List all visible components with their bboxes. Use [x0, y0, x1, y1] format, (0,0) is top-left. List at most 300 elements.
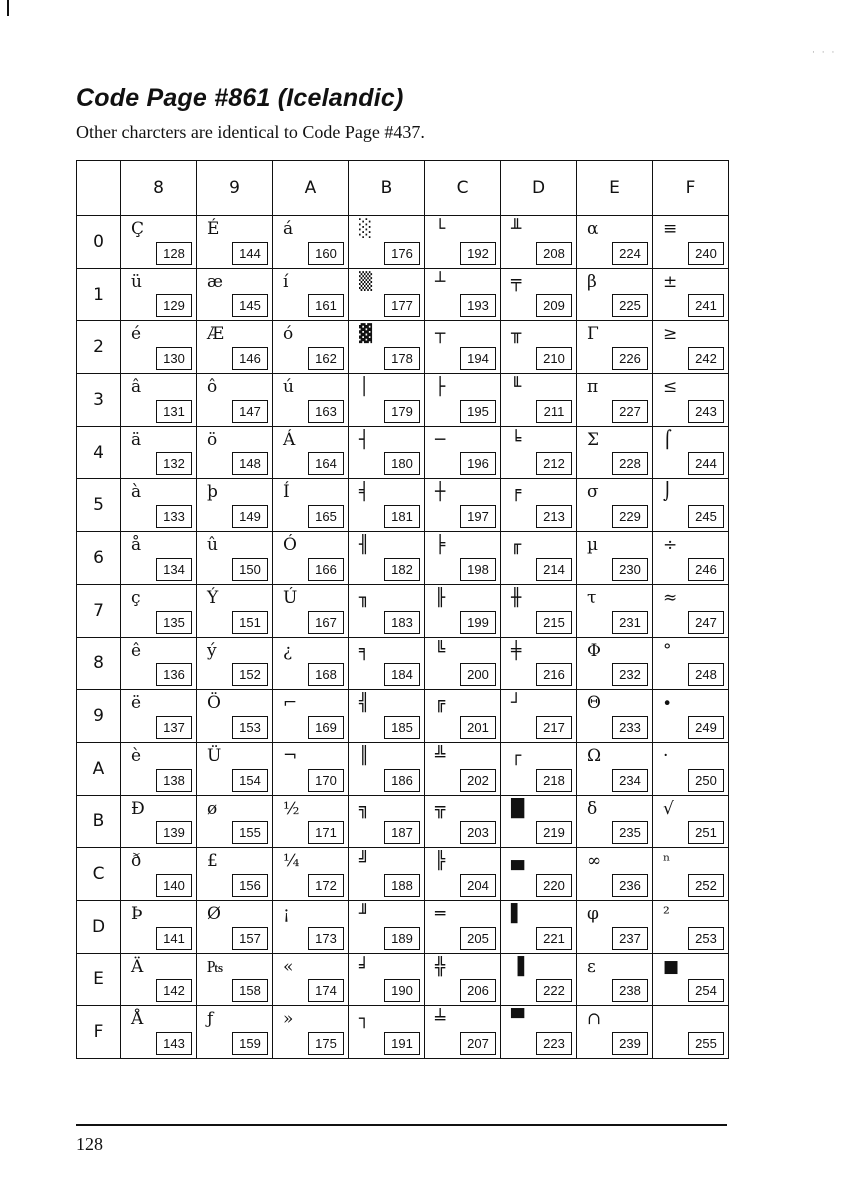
char-code-box: 206 — [460, 979, 496, 1002]
char-glyph: ╦ — [435, 798, 446, 819]
char-cell — [577, 321, 653, 374]
char-code-box: 169 — [308, 716, 344, 739]
char-cell — [349, 900, 425, 953]
char-glyph: Ð — [131, 798, 145, 819]
char-cell — [425, 1006, 501, 1059]
char-glyph: æ — [207, 271, 223, 292]
char-cell — [273, 268, 349, 321]
char-code-box: 188 — [384, 874, 420, 897]
char-cell — [653, 216, 729, 269]
char-code-box: 214 — [536, 558, 572, 581]
char-cell — [501, 1006, 577, 1059]
column-header: F — [653, 161, 729, 216]
char-glyph: ┼ — [435, 482, 446, 503]
char-code-box: 151 — [232, 611, 268, 634]
char-glyph: ¬ — [283, 745, 298, 766]
char-glyph: ° — [663, 640, 672, 661]
char-glyph: ╜ — [359, 903, 370, 924]
char-glyph: þ — [207, 482, 218, 503]
char-code-box: 208 — [536, 242, 572, 265]
scan-speck: · · · — [812, 48, 837, 58]
char-glyph: ┐ — [359, 1009, 370, 1030]
char-code-box: 232 — [612, 663, 648, 686]
char-cell — [653, 742, 729, 795]
char-glyph: Ö — [207, 693, 221, 714]
char-code-box: 240 — [688, 242, 724, 265]
char-glyph: è — [131, 745, 142, 766]
char-glyph: ╒ — [511, 482, 522, 503]
char-code-box: 224 — [612, 242, 648, 265]
char-code-box: 131 — [156, 400, 192, 423]
char-glyph: ▌ — [511, 903, 525, 924]
char-glyph: ¼ — [283, 851, 300, 872]
char-glyph: ▐ — [511, 956, 525, 977]
char-code-box: 254 — [688, 979, 724, 1002]
char-cell — [653, 1006, 729, 1059]
char-cell — [577, 532, 653, 585]
char-glyph: Ó — [283, 535, 297, 556]
table-row — [77, 268, 729, 321]
char-cell — [501, 953, 577, 1006]
char-cell — [349, 479, 425, 532]
char-code-box: 133 — [156, 505, 192, 528]
char-code-box: 156 — [232, 874, 268, 897]
char-code-box: 242 — [688, 347, 724, 370]
char-code-box: 171 — [308, 821, 344, 844]
char-cell — [273, 795, 349, 848]
char-code-box: 248 — [688, 663, 724, 686]
char-code-box: 173 — [308, 927, 344, 950]
char-code-box: 153 — [232, 716, 268, 739]
char-cell — [197, 268, 273, 321]
column-header: C — [425, 161, 501, 216]
char-glyph: ý — [207, 640, 217, 661]
table-row — [77, 1006, 729, 1059]
char-code-box: 235 — [612, 821, 648, 844]
char-glyph: á — [283, 219, 294, 239]
char-glyph: ╟ — [435, 587, 446, 608]
char-code-box: 183 — [384, 611, 420, 634]
char-glyph: å — [131, 535, 142, 556]
char-code-box: 130 — [156, 347, 192, 370]
char-code-box: 129 — [156, 294, 192, 317]
char-code-box: 201 — [460, 716, 496, 739]
char-cell — [577, 848, 653, 901]
char-glyph: â — [131, 377, 142, 398]
char-code-box: 237 — [612, 927, 648, 950]
char-code-box: 140 — [156, 874, 192, 897]
char-glyph: ╔ — [435, 693, 446, 714]
char-code-box: 218 — [536, 769, 572, 792]
char-cell — [577, 690, 653, 743]
char-code-box: 244 — [688, 452, 724, 475]
table-row — [77, 584, 729, 637]
char-code-box: 161 — [308, 294, 344, 317]
char-code-box: 152 — [232, 663, 268, 686]
char-cell — [577, 268, 653, 321]
code-page-table — [76, 160, 729, 1059]
char-glyph: α — [587, 219, 599, 239]
char-cell — [653, 426, 729, 479]
char-code-box: 141 — [156, 927, 192, 950]
char-cell — [121, 848, 197, 901]
char-glyph: ∩ — [587, 1009, 602, 1030]
row-header: 1 — [77, 268, 121, 321]
char-cell — [425, 584, 501, 637]
char-cell — [273, 848, 349, 901]
char-cell — [121, 742, 197, 795]
page-number: 128 — [76, 1134, 103, 1154]
char-code-box: 231 — [612, 611, 648, 634]
char-code-box: 194 — [460, 347, 496, 370]
page-title: Code Page #861 (Icelandic) — [76, 84, 404, 112]
char-cell — [501, 216, 577, 269]
char-code-box: 229 — [612, 505, 648, 528]
char-glyph: ╧ — [435, 1009, 446, 1030]
char-cell — [577, 1006, 653, 1059]
char-code-box: 166 — [308, 558, 344, 581]
char-cell — [197, 1006, 273, 1059]
char-glyph: µ — [587, 535, 599, 556]
char-code-box: 160 — [308, 242, 344, 265]
char-cell — [425, 690, 501, 743]
char-code-box: 193 — [460, 294, 496, 317]
char-cell — [197, 426, 273, 479]
char-code-box: 255 — [688, 1032, 724, 1055]
char-code-box: 138 — [156, 769, 192, 792]
char-cell — [425, 479, 501, 532]
char-code-box: 198 — [460, 558, 496, 581]
char-cell — [577, 742, 653, 795]
char-glyph: Å — [131, 1009, 144, 1030]
char-code-box: 202 — [460, 769, 496, 792]
char-code-box: 148 — [232, 452, 268, 475]
char-cell — [197, 742, 273, 795]
char-code-box: 181 — [384, 505, 420, 528]
char-code-box: 179 — [384, 400, 420, 423]
char-glyph: ╙ — [511, 377, 522, 398]
char-glyph: ├ — [435, 377, 446, 398]
char-glyph: ² — [663, 903, 670, 924]
char-cell — [425, 321, 501, 374]
char-cell — [121, 532, 197, 585]
char-cell — [273, 584, 349, 637]
table-row — [77, 742, 729, 795]
char-glyph: ▄ — [511, 851, 525, 872]
char-code-box: 142 — [156, 979, 192, 1002]
char-cell — [273, 900, 349, 953]
char-glyph: Γ — [587, 324, 599, 345]
char-glyph: ▒ — [359, 271, 373, 292]
table-row — [77, 848, 729, 901]
char-glyph: ╥ — [511, 324, 522, 345]
char-glyph: ∙ — [663, 693, 672, 714]
char-glyph: ≡ — [663, 219, 678, 239]
column-header: E — [577, 161, 653, 216]
char-glyph: β — [587, 271, 597, 292]
char-code-box: 219 — [536, 821, 572, 844]
char-glyph: Ä — [131, 956, 144, 977]
char-cell — [653, 584, 729, 637]
char-glyph: Σ — [587, 429, 600, 450]
char-cell — [425, 268, 501, 321]
char-glyph: ½ — [283, 798, 300, 819]
row-header: 2 — [77, 321, 121, 374]
char-cell — [653, 637, 729, 690]
char-cell — [197, 479, 273, 532]
char-glyph: ƒ — [207, 1009, 214, 1030]
char-cell — [349, 795, 425, 848]
char-glyph: ─ — [435, 429, 446, 450]
row-header: 3 — [77, 374, 121, 427]
char-cell — [501, 268, 577, 321]
char-glyph: é — [131, 324, 142, 345]
char-code-box: 225 — [612, 294, 648, 317]
char-code-box: 174 — [308, 979, 344, 1002]
char-cell — [349, 690, 425, 743]
row-header: 5 — [77, 479, 121, 532]
char-glyph: Ú — [283, 587, 298, 608]
char-code-box: 238 — [612, 979, 648, 1002]
char-code-box: 184 — [384, 663, 420, 686]
char-glyph: Ω — [587, 745, 602, 766]
char-code-box: 234 — [612, 769, 648, 792]
char-cell — [197, 690, 273, 743]
char-code-box: 177 — [384, 294, 420, 317]
char-glyph: Í — [283, 482, 290, 503]
char-glyph: ú — [283, 377, 294, 398]
char-code-box: 149 — [232, 505, 268, 528]
char-cell — [349, 848, 425, 901]
column-header: B — [349, 161, 425, 216]
char-cell — [425, 900, 501, 953]
char-cell — [501, 374, 577, 427]
table-row — [77, 637, 729, 690]
char-code-box: 146 — [232, 347, 268, 370]
char-code-box: 175 — [308, 1032, 344, 1055]
char-cell — [501, 900, 577, 953]
char-code-box: 158 — [232, 979, 268, 1002]
char-code-box: 217 — [536, 716, 572, 739]
char-cell — [501, 742, 577, 795]
char-glyph: ± — [663, 271, 678, 292]
char-cell — [653, 953, 729, 1006]
char-glyph: ╞ — [435, 535, 446, 556]
char-code-box: 243 — [688, 400, 724, 423]
char-cell — [577, 479, 653, 532]
char-glyph: ≥ — [663, 324, 678, 345]
char-cell — [273, 374, 349, 427]
char-glyph: ╢ — [359, 535, 370, 556]
row-header: C — [77, 848, 121, 901]
char-cell — [197, 795, 273, 848]
char-cell — [349, 584, 425, 637]
char-cell — [273, 426, 349, 479]
char-cell — [349, 637, 425, 690]
char-code-box: 187 — [384, 821, 420, 844]
char-code-box: 164 — [308, 452, 344, 475]
char-glyph: « — [283, 956, 294, 977]
char-glyph: ▀ — [511, 1009, 525, 1030]
char-code-box: 135 — [156, 611, 192, 634]
char-code-box: 253 — [688, 927, 724, 950]
table-body — [77, 216, 729, 1059]
table-row — [77, 374, 729, 427]
char-glyph: Þ — [131, 903, 143, 924]
char-code-box: 167 — [308, 611, 344, 634]
char-code-box: 165 — [308, 505, 344, 528]
char-code-box: 211 — [536, 400, 572, 423]
char-glyph: Φ — [587, 640, 601, 661]
char-cell — [197, 374, 273, 427]
row-header: 7 — [77, 584, 121, 637]
table-row — [77, 216, 729, 269]
char-cell — [425, 216, 501, 269]
char-glyph: ┌ — [511, 745, 522, 766]
char-code-box: 247 — [688, 611, 724, 634]
char-cell — [349, 1006, 425, 1059]
table-row — [77, 795, 729, 848]
char-glyph: Ø — [207, 903, 221, 924]
char-code-box: 143 — [156, 1032, 192, 1055]
char-glyph: π — [587, 377, 599, 398]
char-glyph: █ — [511, 798, 525, 819]
char-cell — [349, 742, 425, 795]
row-header: A — [77, 742, 121, 795]
char-glyph: û — [207, 535, 218, 556]
char-cell — [577, 584, 653, 637]
char-code-box: 157 — [232, 927, 268, 950]
char-cell — [577, 216, 653, 269]
char-glyph: ⁿ — [663, 851, 671, 872]
char-cell — [273, 479, 349, 532]
char-glyph: ╗ — [359, 798, 370, 819]
char-code-box: 163 — [308, 400, 344, 423]
char-cell — [501, 532, 577, 585]
char-cell — [425, 742, 501, 795]
char-code-box: 210 — [536, 347, 572, 370]
char-code-box: 215 — [536, 611, 572, 634]
char-glyph: ≈ — [663, 587, 678, 608]
row-header: D — [77, 900, 121, 953]
char-glyph: ë — [131, 693, 142, 714]
char-code-box: 195 — [460, 400, 496, 423]
char-glyph: ≤ — [663, 377, 678, 398]
table-row — [77, 953, 729, 1006]
char-glyph: ä — [131, 429, 142, 450]
char-code-box: 191 — [384, 1032, 420, 1055]
char-code-box: 159 — [232, 1032, 268, 1055]
char-code-box: 172 — [308, 874, 344, 897]
char-code-box: 230 — [612, 558, 648, 581]
char-code-box: 236 — [612, 874, 648, 897]
char-glyph: ê — [131, 640, 142, 661]
char-glyph: Ü — [207, 745, 222, 766]
char-cell — [501, 321, 577, 374]
char-glyph: ╫ — [511, 587, 522, 608]
char-code-box: 228 — [612, 452, 648, 475]
char-code-box: 139 — [156, 821, 192, 844]
char-glyph: └ — [435, 219, 446, 239]
char-cell — [653, 268, 729, 321]
char-glyph: ç — [131, 587, 141, 608]
char-glyph: τ — [587, 587, 597, 608]
char-glyph: δ — [587, 798, 598, 819]
char-glyph: ⌡ — [663, 482, 672, 503]
char-glyph: ô — [207, 377, 218, 398]
char-code-box: 178 — [384, 347, 420, 370]
char-code-box: 176 — [384, 242, 420, 265]
char-code-box: 249 — [688, 716, 724, 739]
char-code-box: 220 — [536, 874, 572, 897]
char-cell — [273, 321, 349, 374]
char-code-box: 190 — [384, 979, 420, 1002]
char-cell — [653, 532, 729, 585]
char-glyph: ╡ — [359, 482, 370, 503]
char-cell — [197, 848, 273, 901]
char-cell — [273, 532, 349, 585]
char-code-box: 226 — [612, 347, 648, 370]
char-glyph: Ý — [207, 587, 219, 608]
char-glyph: £ — [207, 851, 218, 872]
char-cell — [349, 532, 425, 585]
char-glyph: ║ — [359, 745, 370, 766]
char-glyph: ü — [131, 271, 142, 292]
char-cell — [121, 1006, 197, 1059]
char-glyph: ╩ — [435, 745, 446, 766]
char-glyph: í — [283, 271, 289, 292]
char-code-box: 222 — [536, 979, 572, 1002]
char-cell — [653, 900, 729, 953]
char-cell — [349, 374, 425, 427]
char-code-box: 186 — [384, 769, 420, 792]
char-glyph: Θ — [587, 693, 601, 714]
char-code-box: 245 — [688, 505, 724, 528]
char-code-box: 147 — [232, 400, 268, 423]
char-cell — [273, 953, 349, 1006]
char-glyph: ═ — [435, 903, 446, 924]
char-cell — [349, 426, 425, 479]
char-cell — [577, 374, 653, 427]
char-cell — [577, 426, 653, 479]
char-cell — [577, 795, 653, 848]
char-code-box: 246 — [688, 558, 724, 581]
char-glyph: » — [283, 1009, 294, 1030]
char-cell — [121, 321, 197, 374]
char-glyph: σ — [587, 482, 599, 503]
char-code-box: 216 — [536, 663, 572, 686]
char-cell — [425, 426, 501, 479]
char-cell — [121, 216, 197, 269]
char-cell — [121, 690, 197, 743]
char-glyph: · — [663, 745, 669, 766]
char-code-box: 250 — [688, 769, 724, 792]
row-header: 0 — [77, 216, 121, 269]
char-code-box: 221 — [536, 927, 572, 950]
char-glyph: ╚ — [435, 640, 446, 661]
char-glyph: φ — [587, 903, 599, 924]
char-cell — [197, 637, 273, 690]
char-cell — [425, 953, 501, 1006]
char-cell — [273, 742, 349, 795]
char-cell — [653, 321, 729, 374]
char-glyph: ╪ — [511, 640, 522, 661]
char-cell — [501, 479, 577, 532]
table-row — [77, 900, 729, 953]
char-glyph: ┬ — [435, 324, 446, 345]
char-code-box: 170 — [308, 769, 344, 792]
char-code-box: 180 — [384, 452, 420, 475]
